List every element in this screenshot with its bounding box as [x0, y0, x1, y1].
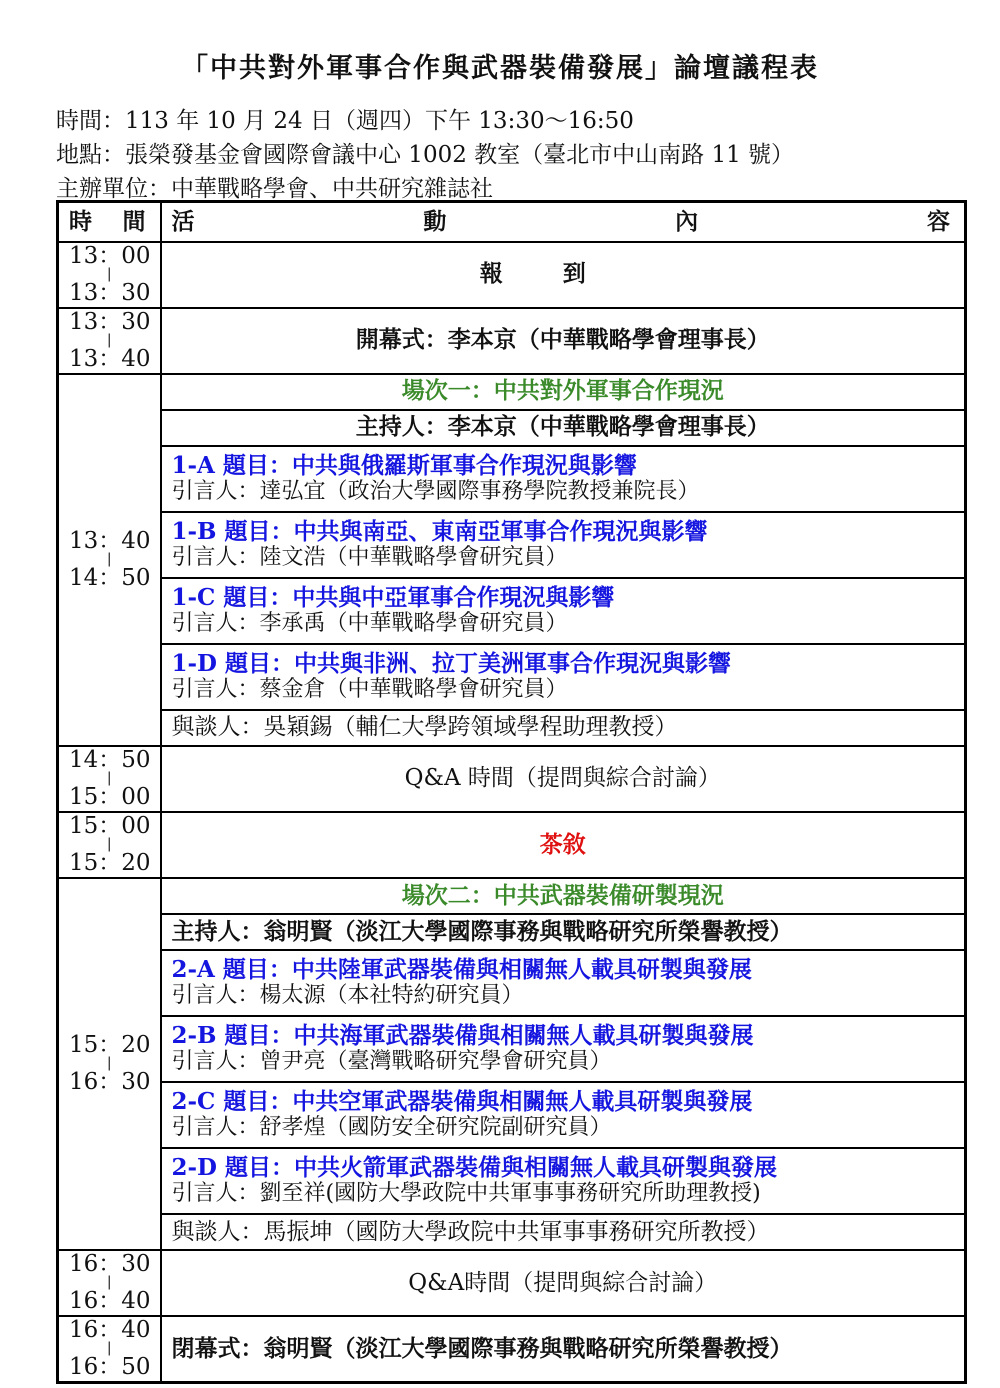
topic-title: 1-C 題目：中共與中亞軍事合作現況與影響 [171, 583, 615, 611]
topic-title: 1-B 題目：中共與南亞、東南亞軍事合作現況與影響 [171, 517, 708, 545]
topic-speaker: 引言人：陸文浩（中華戰略學會研究員） [171, 545, 568, 571]
session2-host-row [58, 914, 966, 950]
topic-speaker: 引言人：李承禹（中華戰略學會研究員） [171, 611, 568, 637]
opening-row [58, 308, 966, 374]
header-row [58, 202, 966, 242]
topic-row [58, 512, 966, 578]
topic-row [58, 1016, 966, 1082]
topic-cell [161, 512, 966, 578]
header-time: 時 間 [58, 202, 161, 242]
topic-title: 1-A 題目：中共與俄羅斯軍事合作現況與影響 [171, 451, 637, 479]
session1-discussant-row [58, 710, 966, 746]
time-cell: 16：30 | 16：40 [58, 1250, 161, 1316]
topic-row [58, 578, 966, 644]
session2-discussant-row [58, 1214, 966, 1250]
tea-row [58, 812, 966, 878]
topic-speaker: 引言人：達弘宜（政治大學國際事務學院教授兼院長） [171, 479, 700, 505]
closing-label: 閉幕式：翁明賢（淡江大學國際事務與戰略研究所榮譽教授） [161, 1316, 966, 1383]
session2-host: 主持人：翁明賢（淡江大學國際事務與戰略研究所榮譽教授） [161, 914, 966, 950]
registration-label: 報到 [161, 242, 966, 308]
topic-row [58, 446, 966, 512]
event-organizer: 主辦單位：中華戰略學會、中共研究雜誌社 [56, 176, 493, 202]
topic-row [58, 1148, 966, 1214]
event-place: 地點：張榮發基金會國際會議中心 1002 教室（臺北市中山南路 11 號） [56, 142, 795, 168]
topic-title: 1-D 題目：中共與非洲、拉丁美洲軍事合作現況與影響 [171, 649, 732, 677]
topic-cell [161, 950, 966, 1016]
session1-title: 場次一：中共對外軍事合作現況 [161, 374, 966, 410]
opening-label: 開幕式：李本京（中華戰略學會理事長） [161, 308, 966, 374]
qa1-label: Q&A 時間（提問與綜合討論） [161, 746, 966, 812]
session2-title-row [58, 878, 966, 914]
topic-cell [161, 578, 966, 644]
topic-speaker: 引言人：劉至祥(國防大學政院中共軍事事務研究所助理教授) [171, 1181, 761, 1207]
time-cell: 13：40 | 14：50 [58, 374, 161, 746]
topic-title: 2-D 題目：中共火箭軍武器裝備與相關無人載具研製與發展 [171, 1153, 778, 1181]
topic-title: 2-A 題目：中共陸軍武器裝備與相關無人載具研製與發展 [171, 955, 752, 983]
topic-row [58, 644, 966, 710]
topic-title: 2-B 題目：中共海軍武器裝備與相關無人載具研製與發展 [171, 1021, 754, 1049]
topic-cell [161, 1016, 966, 1082]
topic-row [58, 950, 966, 1016]
topic-speaker: 引言人：曾尹亮（臺灣戰略研究學會研究員） [171, 1049, 612, 1075]
registration-row [58, 242, 966, 308]
topic-speaker: 引言人：楊太源（本社特約研究員） [171, 983, 524, 1009]
event-time: 時間：113 年 10 月 24 日（週四）下午 13:30～16:50 [56, 108, 634, 134]
time-cell: 16：40 | 16：50 [58, 1316, 161, 1383]
session2-discussant: 與談人：馬振坤（國防大學政院中共軍事事務研究所教授） [161, 1214, 966, 1250]
topic-cell [161, 1082, 966, 1148]
topic-cell [161, 1148, 966, 1214]
session1-discussant: 與談人：吳穎錫（輔仁大學跨領域學程助理教授） [161, 710, 966, 746]
time-cell: 13：00 | 13：30 [58, 242, 161, 308]
topic-cell [161, 644, 966, 710]
closing-row [58, 1316, 966, 1383]
time-cell: 15：00 | 15：20 [58, 812, 161, 878]
topic-row [58, 1082, 966, 1148]
time-cell: 13：30 | 13：40 [58, 308, 161, 374]
page-title: 「中共對外軍事合作與武器裝備發展」論壇議程表 [181, 53, 819, 84]
topic-speaker: 引言人：蔡金倉（中華戰略學會研究員） [171, 677, 568, 703]
session2-title: 場次二：中共武器裝備研製現況 [161, 878, 966, 914]
time-cell: 15：20 | 16：30 [58, 878, 161, 1250]
topic-cell [161, 446, 966, 512]
session1-host: 主持人：李本京（中華戰略學會理事長） [161, 410, 966, 446]
header-content: 活 動 內 容 [161, 202, 966, 242]
agenda-table [56, 200, 967, 1384]
qa2-label: Q&A時間（提問與綜合討論） [161, 1250, 966, 1316]
session1-title-row [58, 374, 966, 410]
time-cell: 14：50 | 15：00 [58, 746, 161, 812]
qa2-row [58, 1250, 966, 1316]
session1-host-row [58, 410, 966, 446]
topic-title: 2-C 題目：中共空軍武器裝備與相關無人載具研製與發展 [171, 1087, 753, 1115]
qa1-row [58, 746, 966, 812]
topic-speaker: 引言人：舒孝煌（國防安全研究院副研究員） [171, 1115, 612, 1141]
tea-label: 茶敘 [161, 812, 966, 878]
